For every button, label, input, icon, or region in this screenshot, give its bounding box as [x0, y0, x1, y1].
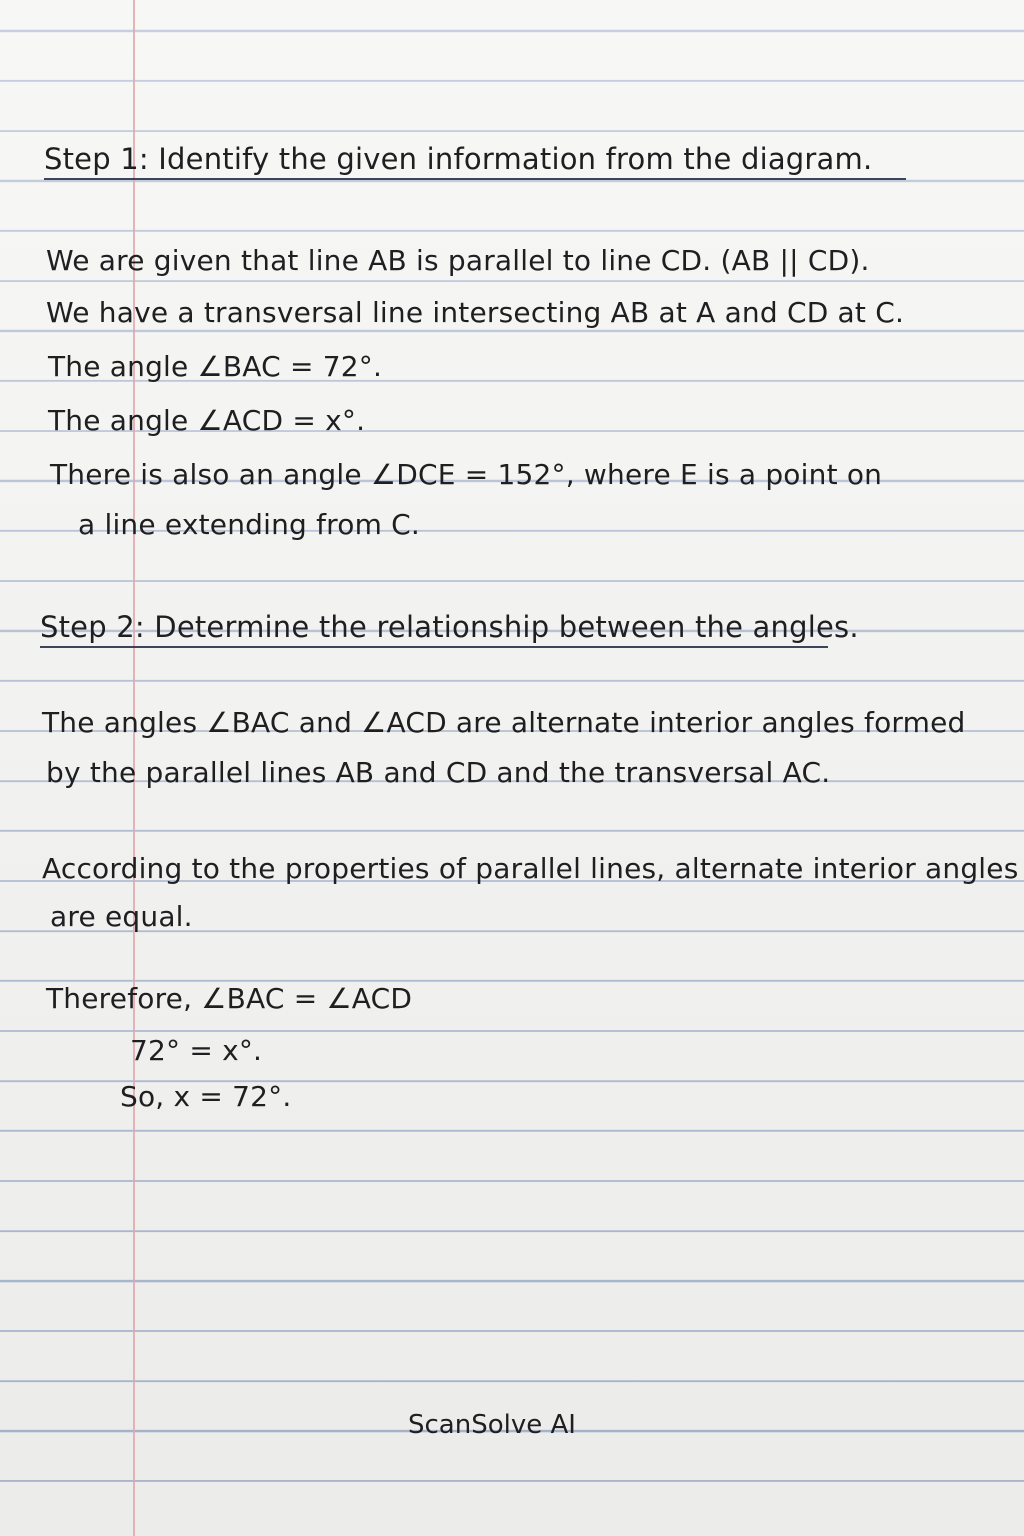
- step1-line-6: a line extending from C.: [78, 508, 421, 541]
- step1-line-1: We are given that line AB is parallel to line CD. (AB || CD).: [46, 244, 870, 277]
- step1-heading: Step 1: Identify the given information from the diagram.: [44, 142, 873, 176]
- conclusion-line-3: So, x = 72°.: [120, 1080, 292, 1113]
- footer-brand: ScanSolve AI: [408, 1410, 576, 1440]
- step2-paragraph2-line-1: According to the properties of parallel lines, alternate interior angles: [42, 852, 1019, 885]
- step1-line-2: We have a transversal line intersecting AB at A and CD at C.: [46, 296, 905, 329]
- step2-heading: Step 2: Determine the relationship between the angles.: [40, 610, 859, 644]
- conclusion-line-1: Therefore, ∠BAC = ∠ACD: [46, 982, 413, 1015]
- step2-paragraph2-line-2: are equal.: [50, 900, 193, 933]
- step1-line-5: There is also an angle ∠DCE = 152°, where E is a point on: [50, 458, 883, 491]
- step1-line-3: The angle ∠BAC = 72°.: [48, 350, 383, 383]
- step2-paragraph1-line-1: The angles ∠BAC and ∠ACD are alternate interior angles formed: [42, 706, 966, 739]
- step1-line-4: The angle ∠ACD = x°.: [48, 404, 366, 437]
- step2-underline: [40, 646, 828, 648]
- step1-underline: [44, 178, 906, 180]
- conclusion-line-2: 72° = x°.: [130, 1034, 263, 1067]
- step2-paragraph1-line-2: by the parallel lines AB and CD and the transversal AC.: [46, 756, 831, 789]
